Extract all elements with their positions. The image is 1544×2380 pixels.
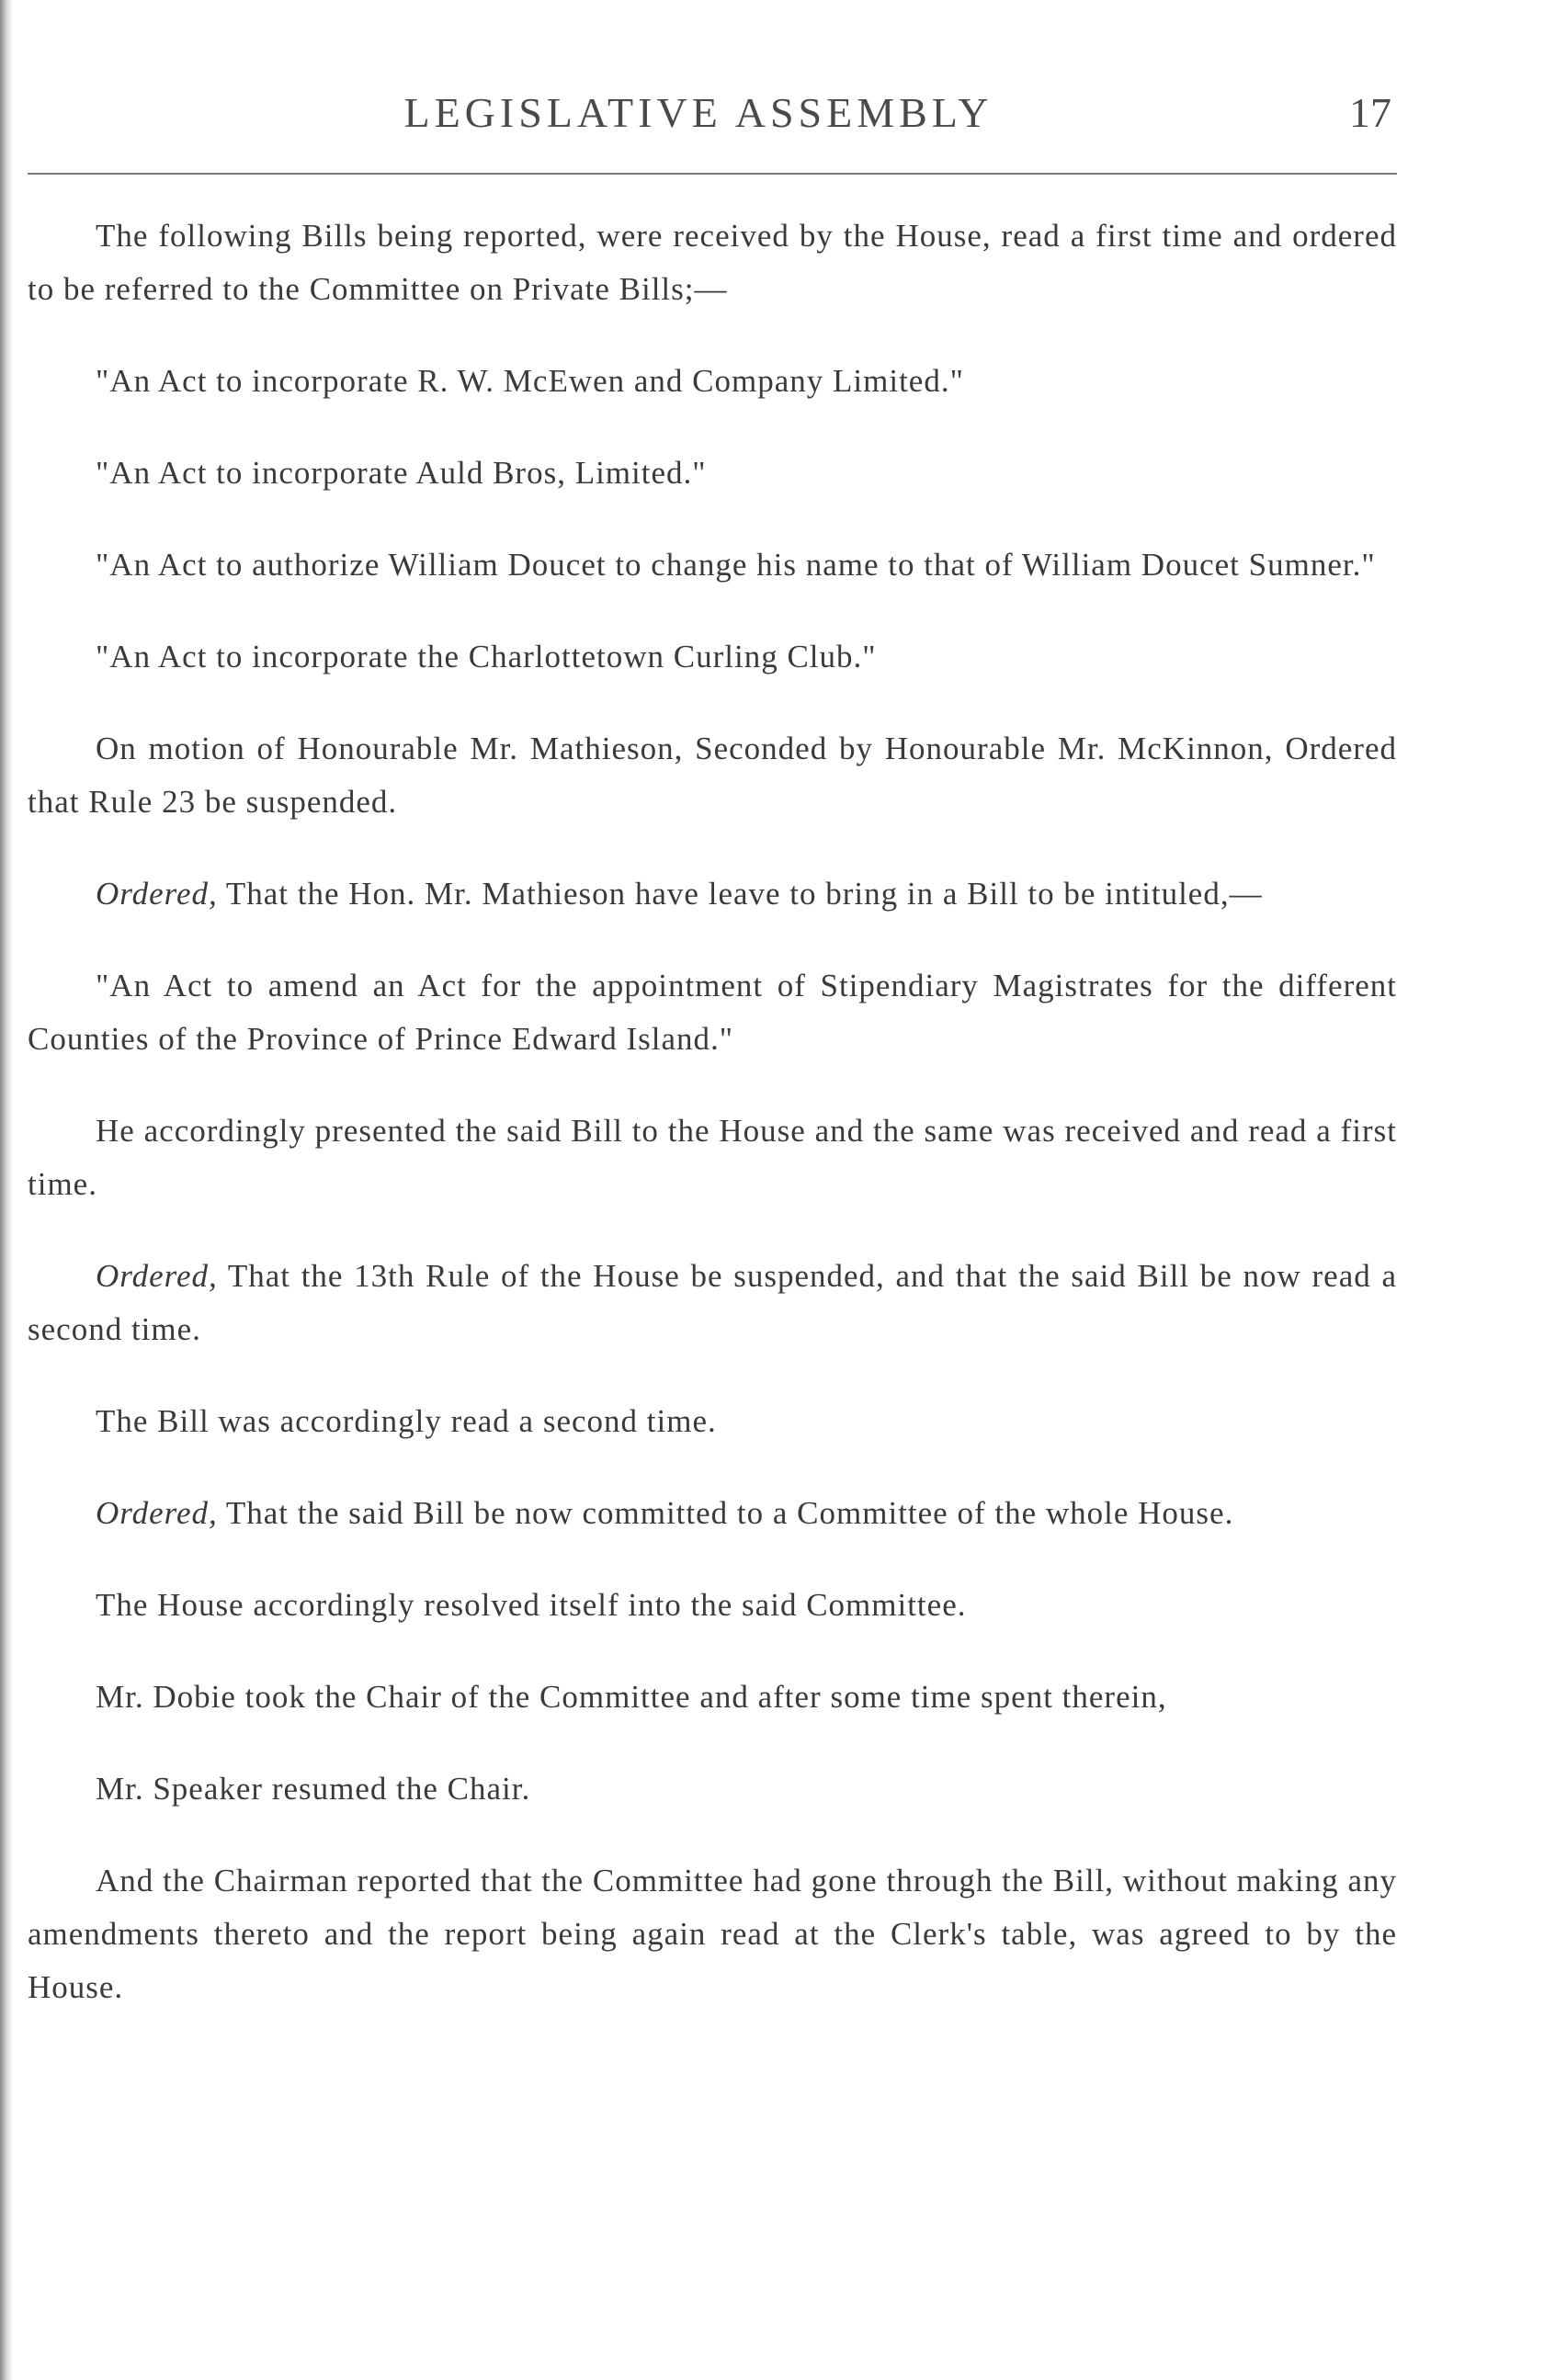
paragraph-text: "An Act to amend an Act for the appointment of Stipendiary Magistrates for the different Counties of the Province of Prince Edward Island." xyxy=(28,968,1397,1057)
paragraph xyxy=(28,1105,1397,1211)
paragraph xyxy=(28,1250,1397,1356)
paragraph xyxy=(28,867,1397,921)
paragraph-text: That the said Bill be now committed to a Committee of the whole House. xyxy=(217,1495,1234,1531)
paragraph xyxy=(28,1762,1397,1816)
paragraph-text: That the 13th Rule of the House be suspended, and that the said Bill be now read a second time. xyxy=(28,1258,1397,1347)
paragraph xyxy=(28,538,1397,592)
paragraph-text: The Bill was accordingly read a second time. xyxy=(96,1403,717,1439)
paragraph xyxy=(28,630,1397,684)
paragraph xyxy=(28,959,1397,1066)
paragraph-text: The House accordingly resolved itself into the said Committee. xyxy=(96,1587,967,1623)
body-text xyxy=(28,210,1397,2053)
paragraph xyxy=(28,1395,1397,1448)
paragraph xyxy=(28,1854,1397,2014)
paragraph xyxy=(28,447,1397,500)
paragraph-text: Mr. Speaker resumed the Chair. xyxy=(96,1771,531,1807)
paragraph-text: He accordingly presented the said Bill to the House and the same was received and read a first time. xyxy=(28,1113,1397,1202)
paragraph-text: "An Act to authorize William Doucet to change his name to that of William Doucet Sumner." xyxy=(96,547,1376,583)
paragraph xyxy=(28,722,1397,829)
paragraph-text: "An Act to incorporate Auld Bros, Limited." xyxy=(96,455,707,491)
paragraph xyxy=(28,210,1397,316)
paragraph-lead: Ordered, xyxy=(96,1495,218,1531)
header-rule xyxy=(28,173,1397,175)
paragraph-text: "An Act to incorporate the Charlottetown Curling Club." xyxy=(96,639,877,674)
paragraph-text: Mr. Dobie took the Chair of the Committee and after some time spent therein, xyxy=(96,1679,1167,1715)
page-number: 17 xyxy=(1349,89,1391,136)
paragraph-text: "An Act to incorporate R. W. McEwen and Company Limited." xyxy=(96,363,964,399)
paragraph-lead: Ordered, xyxy=(96,1258,218,1294)
paragraph-text: The following Bills being reported, were received by the House, read a first time and ordered to be referred to the Committee on Private Bills;— xyxy=(28,218,1397,307)
paragraph xyxy=(28,1671,1397,1724)
paragraph-lead: Ordered, xyxy=(96,876,218,912)
paragraph xyxy=(28,355,1397,408)
paragraph-text: On motion of Honourable Mr. Mathieson, Seconded by Honourable Mr. McKinnon, Ordered that Rule 23 be suspended. xyxy=(28,731,1397,820)
paragraph-text: That the Hon. Mr. Mathieson have leave to bring in a Bill to be intituled,— xyxy=(217,876,1263,912)
page-edge-shadow xyxy=(0,0,13,2380)
running-header-title: LEGISLATIVE ASSEMBLY xyxy=(403,89,993,136)
paragraph xyxy=(28,1487,1397,1540)
paragraph xyxy=(28,1579,1397,1632)
paragraph-text: And the Chairman reported that the Committee had gone through the Bill, without making any amendments thereto and the report being again read at the Clerk's table, was agreed to by the House. xyxy=(28,1863,1397,2005)
